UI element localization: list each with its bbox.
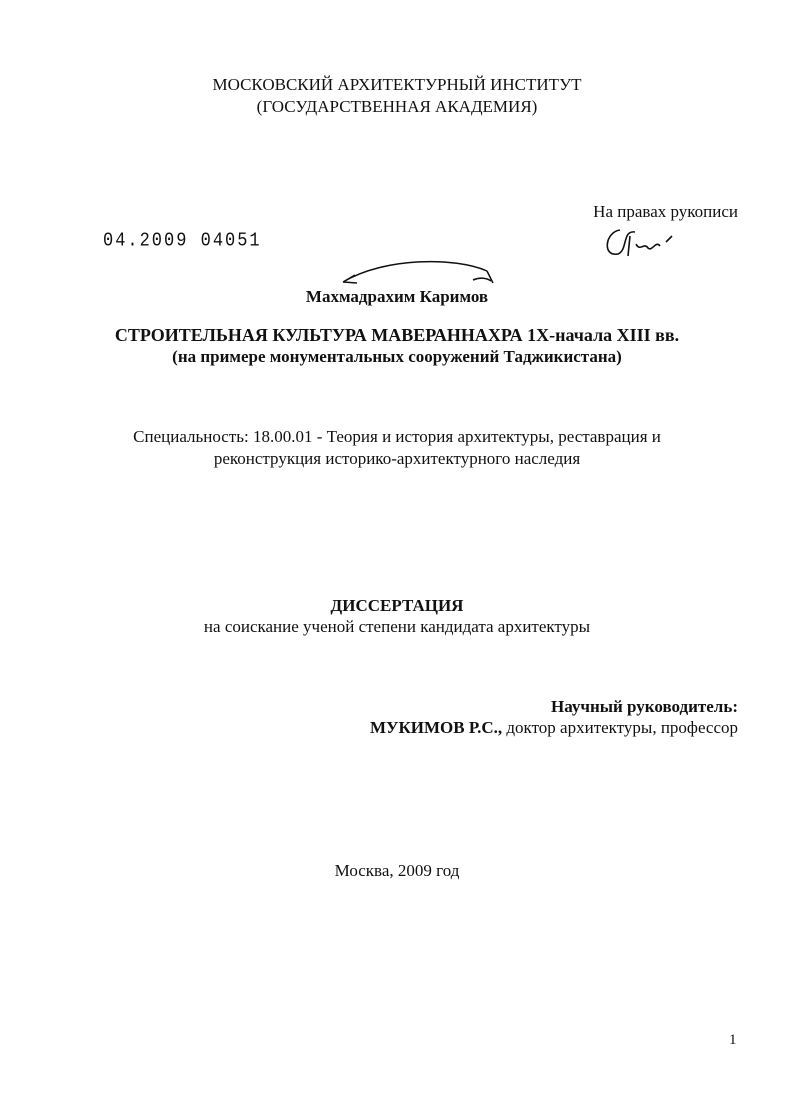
- supervisor-label: Научный руководитель:: [551, 697, 738, 716]
- manuscript-note: На правах рукописи: [593, 202, 738, 221]
- author-name: Махмадрахим Каримов: [305, 287, 489, 306]
- registration-stamp: 04.2009 04051: [103, 230, 262, 253]
- institute-subtitle: (ГОСУДАРСТВЕННАЯ АКАДЕМИЯ): [256, 97, 538, 116]
- signature: [600, 222, 680, 262]
- place-year: Москва, 2009 год: [334, 861, 460, 880]
- institute-name: МОСКОВСКИЙ АРХИТЕКТУРНЫЙ ИНСТИТУТ: [212, 75, 582, 94]
- document-type: ДИССЕРТАЦИЯ: [330, 596, 464, 615]
- dissertation-title: СТРОИТЕЛЬНАЯ КУЛЬТУРА МАВЕРАННАХРА 1Х-начала XIII вв.: [114, 325, 680, 345]
- dissertation-subtitle: (на примере монументальных сооружений Таджикистана): [172, 347, 622, 366]
- supervisor: МУКИМОВ Р.С., доктор архитектуры, профессор: [369, 718, 738, 737]
- handwritten-arrow-mark: [335, 255, 505, 290]
- page-number: 1: [729, 1032, 737, 1048]
- specialty-line1: Специальность: 18.00.01 - Теория и история архитектуры, реставрация и: [133, 427, 661, 446]
- specialty-line2: реконструкция историко-архитектурного наследия: [213, 449, 581, 468]
- degree-purpose: на соискание ученой степени кандидата архитектуры: [203, 617, 591, 636]
